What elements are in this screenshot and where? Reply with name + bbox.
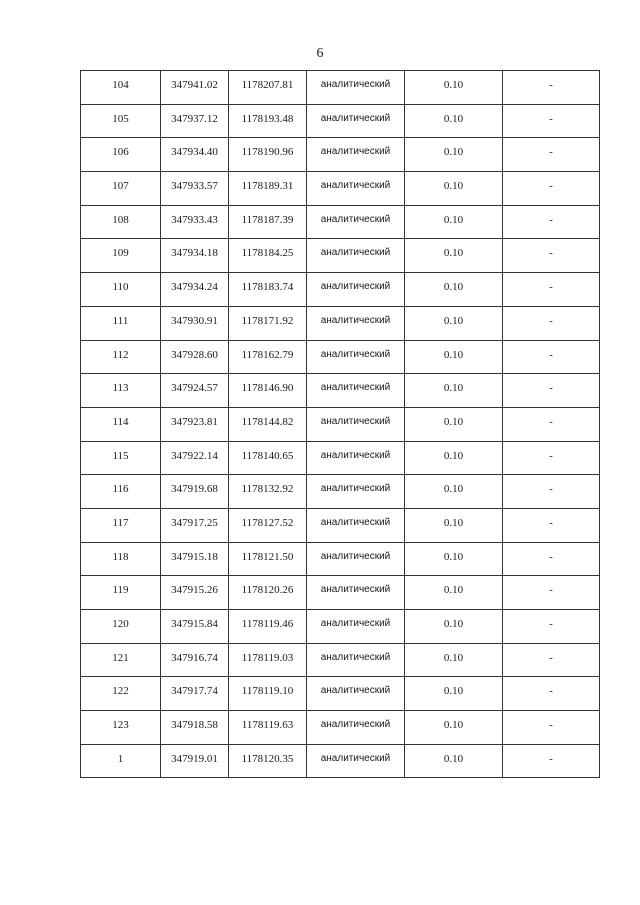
cell-method: аналитический <box>307 542 405 576</box>
cell-coordinate-x: 347917.25 <box>161 508 229 542</box>
cell-method: аналитический <box>307 374 405 408</box>
cell-coordinate-x: 347919.01 <box>161 744 229 778</box>
table-row <box>81 542 600 576</box>
cell-coordinate-y: 1178187.39 <box>229 205 307 239</box>
cell-point-number: 105 <box>81 104 161 138</box>
cell-note: - <box>503 542 600 576</box>
cell-note: - <box>503 71 600 105</box>
cell-note: - <box>503 711 600 745</box>
cell-coordinate-y: 1178184.25 <box>229 239 307 273</box>
cell-coordinate-x: 347928.60 <box>161 340 229 374</box>
cell-note: - <box>503 475 600 509</box>
cell-coordinate-y: 1178121.50 <box>229 542 307 576</box>
cell-note: - <box>503 744 600 778</box>
cell-note: - <box>503 172 600 206</box>
cell-point-number: 123 <box>81 711 161 745</box>
cell-method: аналитический <box>307 407 405 441</box>
table-row <box>81 610 600 644</box>
table-row <box>81 441 600 475</box>
table-row <box>81 205 600 239</box>
cell-accuracy: 0.10 <box>405 576 503 610</box>
cell-accuracy: 0.10 <box>405 407 503 441</box>
cell-point-number: 119 <box>81 576 161 610</box>
cell-note: - <box>503 104 600 138</box>
cell-method: аналитический <box>307 610 405 644</box>
cell-method: аналитический <box>307 643 405 677</box>
cell-coordinate-y: 1178119.10 <box>229 677 307 711</box>
cell-accuracy: 0.10 <box>405 306 503 340</box>
cell-method: аналитический <box>307 104 405 138</box>
cell-point-number: 116 <box>81 475 161 509</box>
cell-accuracy: 0.10 <box>405 104 503 138</box>
table-row <box>81 239 600 273</box>
cell-point-number: 120 <box>81 610 161 644</box>
cell-coordinate-y: 1178132.92 <box>229 475 307 509</box>
cell-coordinate-x: 347924.57 <box>161 374 229 408</box>
cell-note: - <box>503 643 600 677</box>
cell-point-number: 104 <box>81 71 161 105</box>
cell-coordinate-y: 1178140.65 <box>229 441 307 475</box>
cell-coordinate-x: 347918.58 <box>161 711 229 745</box>
cell-method: аналитический <box>307 273 405 307</box>
cell-coordinate-y: 1178120.35 <box>229 744 307 778</box>
cell-accuracy: 0.10 <box>405 610 503 644</box>
cell-coordinate-x: 347915.18 <box>161 542 229 576</box>
cell-note: - <box>503 273 600 307</box>
cell-coordinate-y: 1178119.46 <box>229 610 307 644</box>
cell-accuracy: 0.10 <box>405 273 503 307</box>
cell-note: - <box>503 306 600 340</box>
cell-note: - <box>503 576 600 610</box>
cell-coordinate-x: 347934.24 <box>161 273 229 307</box>
table-row <box>81 374 600 408</box>
cell-point-number: 107 <box>81 172 161 206</box>
cell-note: - <box>503 205 600 239</box>
cell-coordinate-y: 1178207.81 <box>229 71 307 105</box>
cell-point-number: 108 <box>81 205 161 239</box>
cell-coordinate-y: 1178146.90 <box>229 374 307 408</box>
cell-coordinate-y: 1178171.92 <box>229 306 307 340</box>
cell-coordinate-y: 1178189.31 <box>229 172 307 206</box>
cell-method: аналитический <box>307 172 405 206</box>
cell-method: аналитический <box>307 71 405 105</box>
cell-accuracy: 0.10 <box>405 71 503 105</box>
cell-coordinate-x: 347915.26 <box>161 576 229 610</box>
cell-coordinate-x: 347917.74 <box>161 677 229 711</box>
cell-accuracy: 0.10 <box>405 205 503 239</box>
cell-accuracy: 0.10 <box>405 374 503 408</box>
table-row <box>81 475 600 509</box>
cell-coordinate-x: 347919.68 <box>161 475 229 509</box>
cell-accuracy: 0.10 <box>405 677 503 711</box>
cell-note: - <box>503 374 600 408</box>
table-row <box>81 407 600 441</box>
table-row <box>81 744 600 778</box>
cell-point-number: 117 <box>81 508 161 542</box>
table-row <box>81 576 600 610</box>
table-row <box>81 104 600 138</box>
table-row <box>81 273 600 307</box>
coordinates-table <box>80 70 600 778</box>
cell-method: аналитический <box>307 711 405 745</box>
table-row <box>81 711 600 745</box>
cell-coordinate-x: 347933.57 <box>161 172 229 206</box>
cell-coordinate-y: 1178119.63 <box>229 711 307 745</box>
cell-accuracy: 0.10 <box>405 239 503 273</box>
cell-coordinate-y: 1178120.26 <box>229 576 307 610</box>
cell-method: аналитический <box>307 744 405 778</box>
cell-coordinate-x: 347937.12 <box>161 104 229 138</box>
cell-accuracy: 0.10 <box>405 475 503 509</box>
cell-note: - <box>503 239 600 273</box>
cell-note: - <box>503 508 600 542</box>
cell-note: - <box>503 610 600 644</box>
table-row <box>81 71 600 105</box>
cell-coordinate-x: 347915.84 <box>161 610 229 644</box>
cell-method: аналитический <box>307 340 405 374</box>
table-row <box>81 508 600 542</box>
cell-coordinate-x: 347933.43 <box>161 205 229 239</box>
cell-point-number: 115 <box>81 441 161 475</box>
cell-coordinate-y: 1178119.03 <box>229 643 307 677</box>
cell-method: аналитический <box>307 306 405 340</box>
cell-coordinate-y: 1178183.74 <box>229 273 307 307</box>
cell-method: аналитический <box>307 508 405 542</box>
cell-coordinate-x: 347941.02 <box>161 71 229 105</box>
cell-point-number: 1 <box>81 744 161 778</box>
cell-accuracy: 0.10 <box>405 172 503 206</box>
cell-point-number: 111 <box>81 306 161 340</box>
cell-accuracy: 0.10 <box>405 643 503 677</box>
cell-point-number: 118 <box>81 542 161 576</box>
cell-coordinate-x: 347922.14 <box>161 441 229 475</box>
cell-method: аналитический <box>307 677 405 711</box>
cell-method: аналитический <box>307 441 405 475</box>
cell-coordinate-y: 1178144.82 <box>229 407 307 441</box>
cell-method: аналитический <box>307 205 405 239</box>
cell-method: аналитический <box>307 475 405 509</box>
table-row <box>81 677 600 711</box>
table-row <box>81 172 600 206</box>
cell-accuracy: 0.10 <box>405 542 503 576</box>
table-row <box>81 306 600 340</box>
cell-coordinate-x: 347930.91 <box>161 306 229 340</box>
cell-accuracy: 0.10 <box>405 340 503 374</box>
cell-note: - <box>503 407 600 441</box>
cell-coordinate-x: 347934.18 <box>161 239 229 273</box>
cell-note: - <box>503 340 600 374</box>
page-number: 6 <box>316 46 324 61</box>
cell-point-number: 114 <box>81 407 161 441</box>
table-row <box>81 643 600 677</box>
coordinates-table-body <box>81 71 600 778</box>
cell-coordinate-x: 347923.81 <box>161 407 229 441</box>
cell-accuracy: 0.10 <box>405 508 503 542</box>
cell-accuracy: 0.10 <box>405 744 503 778</box>
cell-accuracy: 0.10 <box>405 711 503 745</box>
cell-note: - <box>503 677 600 711</box>
cell-coordinate-x: 347934.40 <box>161 138 229 172</box>
cell-method: аналитический <box>307 138 405 172</box>
cell-point-number: 112 <box>81 340 161 374</box>
cell-point-number: 121 <box>81 643 161 677</box>
cell-point-number: 109 <box>81 239 161 273</box>
cell-accuracy: 0.10 <box>405 138 503 172</box>
cell-method: аналитический <box>307 239 405 273</box>
cell-coordinate-x: 347916.74 <box>161 643 229 677</box>
cell-point-number: 122 <box>81 677 161 711</box>
cell-coordinate-y: 1178193.48 <box>229 104 307 138</box>
table-row <box>81 340 600 374</box>
cell-note: - <box>503 138 600 172</box>
cell-point-number: 113 <box>81 374 161 408</box>
cell-point-number: 110 <box>81 273 161 307</box>
table-row <box>81 138 600 172</box>
cell-point-number: 106 <box>81 138 161 172</box>
cell-note: - <box>503 441 600 475</box>
cell-coordinate-y: 1178162.79 <box>229 340 307 374</box>
cell-coordinate-y: 1178190.96 <box>229 138 307 172</box>
cell-accuracy: 0.10 <box>405 441 503 475</box>
cell-method: аналитический <box>307 576 405 610</box>
cell-coordinate-y: 1178127.52 <box>229 508 307 542</box>
